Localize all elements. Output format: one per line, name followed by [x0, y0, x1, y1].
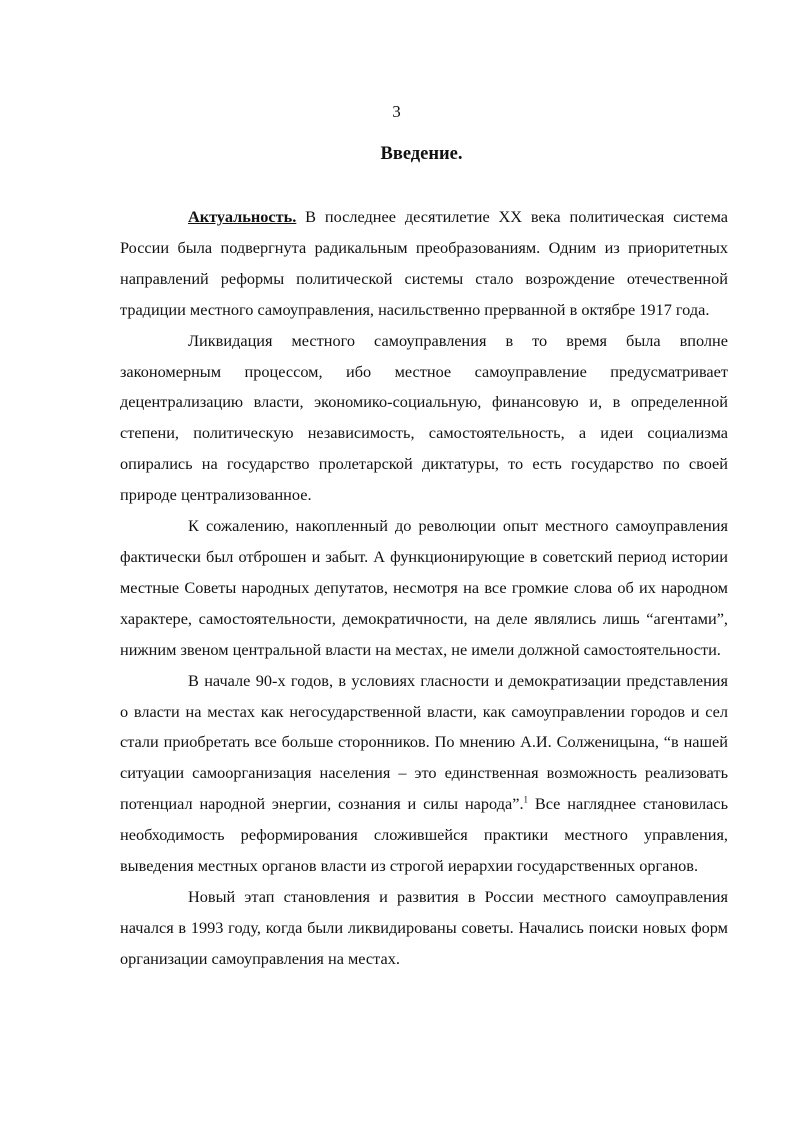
paragraph-text: В последнее десятилетие XX века политическая система России была подвергнута радикальным преобразованиям. Одним из приоритетных направлений реформы политической системы стало возрождение отечественной традиции местного самоуправления, насильственно прерванной в октябре 1917 года.: [120, 207, 728, 319]
page-number: 3: [392, 102, 401, 121]
footnote-marker: 1: [523, 794, 529, 805]
paragraph-text: В начале 90-х годов, в условиях гласности и демократизации представления о власти на местах как негосударственной власти, как самоуправлении городов и сел стали приобретать все больше сторонников. По мнению А.И. Солженицына, “в нашей ситуации самоорганизация населения – это единственная возможность реализовать потенциал народной энергии, сознания и силы народа”.: [120, 670, 728, 814]
section-heading: Введение.: [380, 144, 463, 164]
paragraph-new-stage: Новый этап становления и развития в России местного самоуправления начался в 1993 году, когда были ликвидированы советы. Начались поиски новых форм организации самоуправления на местах.: [120, 886, 728, 968]
paragraph-liquidation: Ликвидация местного самоуправления в то время была вполне закономерным процессом, ибо местное самоуправление предусматривает децентрализацию власти, экономико-социальную, финансовую и, в определенной степени, политическую независимость, самостоятельность, а идеи социализма опирались на государство пролетарской диктатуры, то есть государство по своей природе централизованное.: [120, 330, 728, 505]
paragraph-relevance: [120, 202, 728, 326]
paragraph-nineties: [120, 666, 728, 882]
body-text: [120, 202, 728, 975]
relevance-lead: Актуальность.: [188, 207, 297, 226]
paragraph-text: Все нагляднее становилась необходимость реформирования сложившейся практики местного управления, выведения местных органов власти из строгой иерархии государственных органов.: [120, 794, 728, 876]
paragraph-soviet-period: К сожалению, накопленный до революции опыт местного самоуправления фактически был отброшен и забыт. А функционирующие в советский период истории местные Советы народных депутатов, несмотря на все громкие слова об их народном характере, самостоятельности, демократичности, на деле являлись лишь “агентами”, нижним звеном центральной власти на местах, не имели должной самостоятельности.: [120, 516, 728, 659]
